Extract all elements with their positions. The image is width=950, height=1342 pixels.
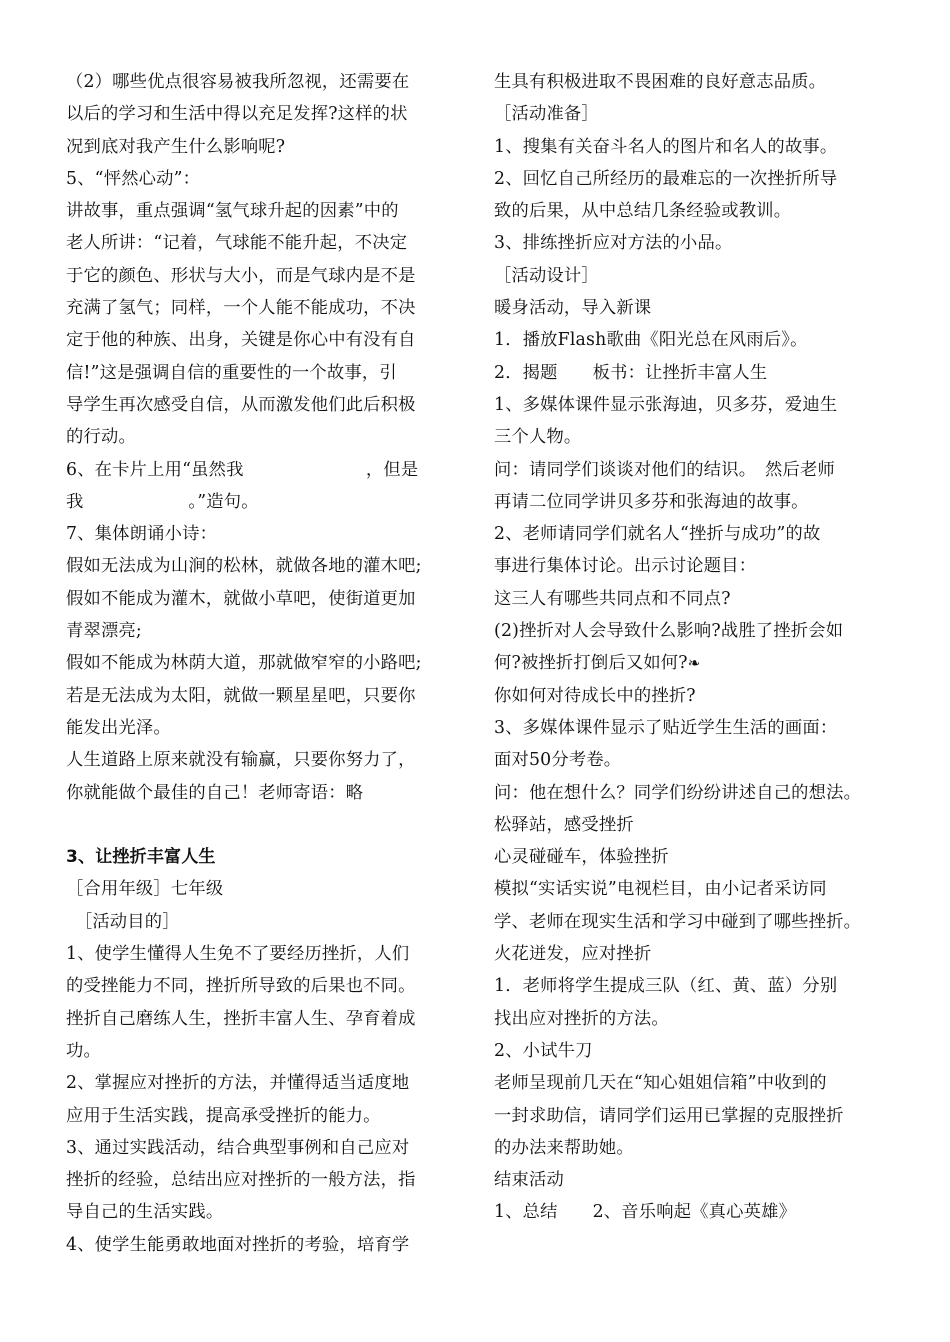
text-line: 2、回忆自己所经历的最难忘的一次挫折所导 [494,168,838,189]
text-line: ［合用年级］七年级 [66,879,224,900]
text-line: 面对50分考卷。 [494,750,622,771]
blank-line [66,809,458,841]
text-line: 模拟“实话实说”电视栏目，由小记者采访同 [494,879,827,900]
left-column [66,66,458,1261]
text-line: 假如不能成为灌木，就做小草吧，使街道更加 [66,588,416,609]
text-line: 找出应对挫折的方法。 [494,1008,669,1029]
text-line: 况到底对我产生什么影响呢? [66,136,286,157]
text-line: ［活动设计］ [494,265,599,286]
text-line: 应用于生活实践，提高承受挫折的能力。 [66,1105,381,1126]
text-line: 3、多媒体课件显示了贴近学生生活的画面： [494,717,838,738]
text-line: 2．揭题 板书：让挫折丰富人生 [494,362,768,383]
text-line: 挫折的经验，总结出应对挫折的一般方法，指 [66,1170,416,1191]
text-line-with-glyph [494,647,914,679]
text-line: 的办法来帮助她。 [494,1137,634,1158]
text-line: 能发出光泽。 [66,717,171,738]
text-line: 老人所讲：“记着，气球能不能升起，不决定 [66,233,408,254]
text-line: 6、在卡片上用“虽然我 ，但是 [66,459,419,480]
text-line: (2)挫折对人会导致什么影响?战胜了挫折会如 [494,621,844,642]
text-line: 1、多媒体课件显示张海迪，贝多芬，爱迪生 [494,394,838,415]
section-heading: 3、让挫折丰富人生 [66,847,216,868]
text-line: 火花迸发，应对挫折 [494,944,652,965]
text-line: 3、排练挫折应对方法的小品。 [494,233,733,254]
text-line: 问：请同学们谈谈对他们的结识。 然后老师 [494,459,835,480]
text-line: 信!”这是强调自信的重要性的一个故事，引 [66,362,397,383]
fleuron-icon: ❧ [687,654,701,673]
text-line: 松驿站，感受挫折 [494,814,634,835]
text-line: 的受挫能力不同，挫折所导致的后果也不同。 [66,976,416,997]
text-line: 1、使学生懂得人生免不了要经历挫折，人们 [66,944,410,965]
text-line: 2、老师请同学们就名人“挫折与成功”的故 [494,524,821,545]
text-line: 挫折自己磨练人生，挫折丰富人生、孕育着成 [66,1008,416,1029]
text-line: 于它的颜色、形状与大小，而是气球内是不是 [66,265,416,286]
text-line: 1、总结 2、音乐响起《真心英雄》 [494,1202,797,1223]
text-line: 人生道路上原来就没有输赢，只要你努力了， [66,750,416,771]
text-line: 充满了氢气；同样，一个人能不能成功，不决 [66,298,416,319]
text-line: 暖身活动，导入新课 [494,298,652,319]
text-line: 4、使学生能勇敢地面对挫折的考验，培育学 [66,1234,410,1255]
text-line: 再请二位同学讲贝多芬和张海迪的故事。 [494,491,809,512]
text-line: （2）哪些优点很容易被我所忽视，还需要在 [66,72,410,92]
text-line: 以后的学习和生活中得以充足发挥?这样的状 [66,104,408,125]
text-line: 结束活动 [494,1170,564,1191]
text-line: 1．老师将学生提成三队（红、黄、蓝）分别 [494,976,838,997]
text-line: 生具有积极进取不畏困难的良好意志品质。 [494,72,827,92]
text-line: 3、通过实践活动，结合典型事例和自己应对 [66,1137,410,1158]
text-line: 2、小试牛刀 [494,1040,593,1061]
text-line: 你如何对待成长中的挫折? [494,685,696,706]
text-line: 这三人有哪些共同点和不同点? [494,588,731,609]
text-line: 若是无法成为太阳，就做一颗星星吧，只要你 [66,685,416,706]
text-line: 事进行集体讨论。出示讨论题目： [494,556,757,577]
text-span: 何?被挫折打倒后又如何? [494,653,688,674]
text-line: 心灵碰碰车，体验挫折 [494,847,669,868]
text-line: 三个人物。 [494,427,582,448]
text-line: 老师呈现前几天在“知心姐姐信箱”中收到的 [494,1073,827,1094]
right-column [494,66,914,1229]
text-line: 导自己的生活实践。 [66,1202,224,1223]
text-line: 假如不能成为林荫大道，那就做窄窄的小路吧; [66,653,422,674]
text-line: 1．播放Flash歌曲《阳光总在风雨后》。 [494,330,808,351]
text-line: 青翠漂亮; [66,621,142,642]
text-line: 1、搜集有关奋斗名人的图片和名人的故事。 [494,136,838,157]
text-line: 一封求助信，请同学们运用已掌握的克服挫折 [494,1105,844,1126]
text-line: 假如无法成为山涧的松林，就做各地的灌木吧; [66,556,422,577]
text-line: 的行动。 [66,427,136,448]
text-line: 功。 [66,1040,101,1061]
text-line: 定于他的种族、出身，关键是你心中有没有自 [66,330,416,351]
text-line: ［活动目的］ [66,911,180,932]
text-line: 致的后果，从中总结几条经验或教训。 [494,201,792,222]
text-line: 你就能做个最佳的自己！老师寄语：略 [66,782,364,803]
text-line: 我 。”造句。 [66,491,259,512]
text-line: 导学生再次感受自信，从而激发他们此后积极 [66,394,416,415]
text-line: 7、集体朗诵小诗： [66,524,218,545]
text-line: 讲故事，重点强调“氢气球升起的因素”中的 [66,201,399,222]
text-line: ［活动准备］ [494,104,599,125]
text-line: 学、老师在现实生活和学习中碰到了哪些挫折。 [494,911,862,932]
text-line: 5、“怦然心动”： [66,168,201,189]
text-line: 2、掌握应对挫折的方法，并懂得适当适度地 [66,1073,410,1094]
text-line: 问：他在想什么？同学们纷纷讲述自己的想法。 [494,782,862,803]
